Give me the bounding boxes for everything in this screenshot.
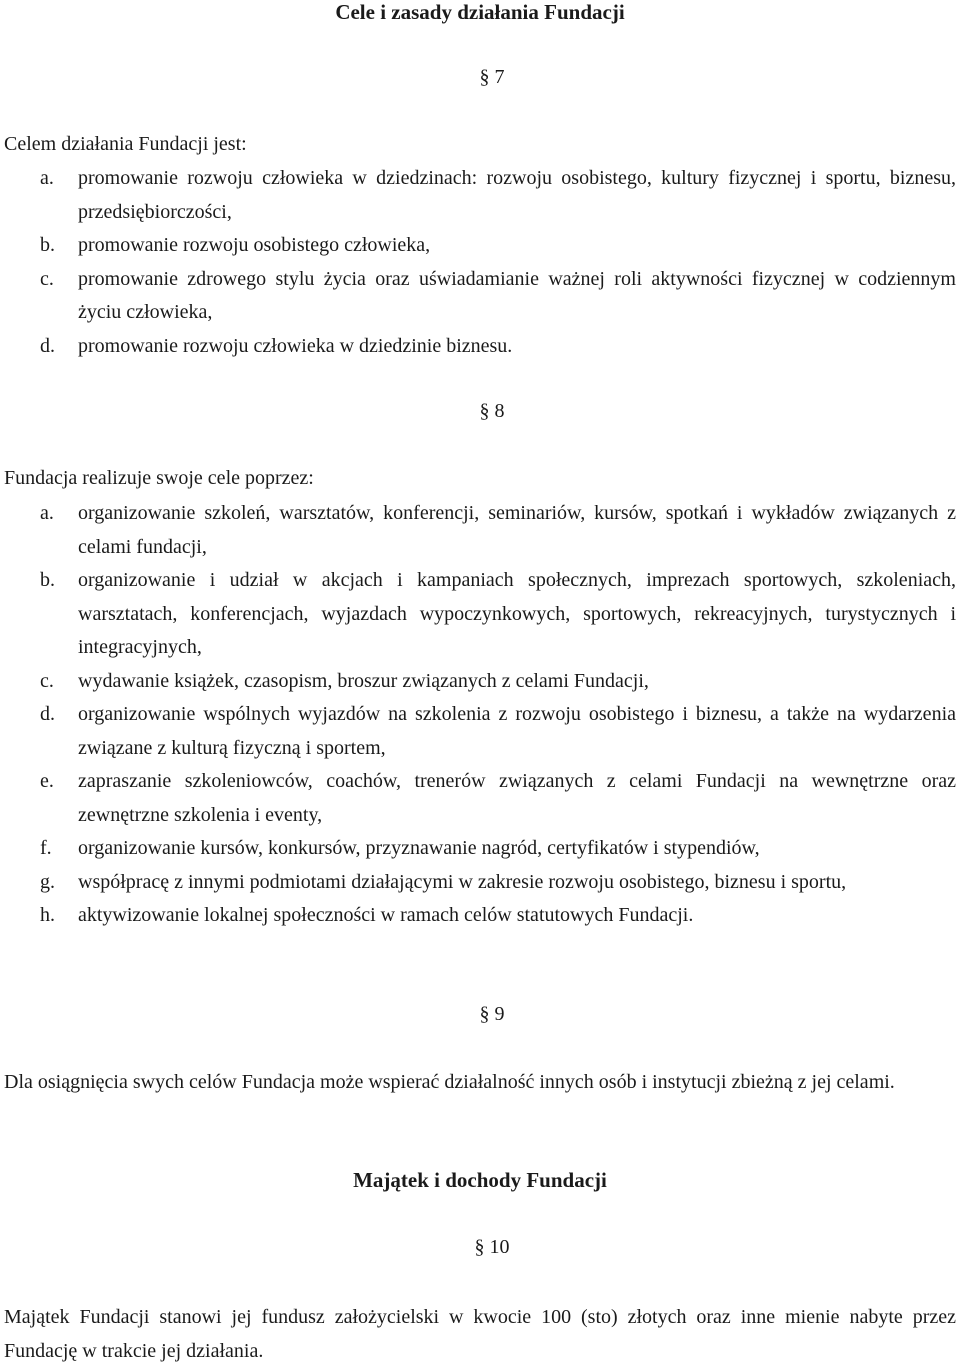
paragraph-number-7: § 7 [479, 66, 505, 88]
section-7-list [4, 162, 956, 363]
paragraph-number-8: § 8 [479, 400, 505, 422]
paragraph-number-9: § 9 [479, 1003, 505, 1025]
list-item: b. organizowanie i udział w akcjach i kampaniach społecznych, imprezach sportowych, szkoleniach, warsztatach, konferencjach, wyjazdach wypoczynkowych, sportowych, rekreacyjnych, turystycznych i integracyjnych, [40, 569, 956, 658]
list-item: g. współpracę z innymi podmiotami działającymi w zakresie rozwoju osobistego, biznesu i sportu, [40, 870, 847, 893]
list-item: d. promowanie rozwoju człowieka w dziedzinie biznesu. [40, 334, 513, 357]
section-heading-goals: Cele i zasady działania Fundacji [335, 0, 625, 24]
section-heading-assets: Majątek i dochody Fundacji [353, 1168, 607, 1192]
list-item: f. organizowanie kursów, konkursów, przyznawanie nagród, certyfikatów i stypendiów, [40, 837, 760, 859]
section-8-list [4, 497, 956, 933]
list-item: c. wydawanie książek, czasopism, broszur związanych z celami Fundacji, [40, 669, 649, 692]
paragraph-number-10: § 10 [474, 1236, 510, 1258]
section-7-intro: Celem działania Fundacji jest: [4, 133, 247, 155]
list-item: b. promowanie rozwoju osobistego człowieka, [40, 234, 431, 256]
list-item: e. zapraszanie szkoleniowców, coachów, trenerów związanych z celami Fundacji na wewnętrzne oraz zewnętrzne szkolenia i eventy, [40, 770, 956, 826]
list-item: d. organizowanie wspólnych wyjazdów na szkolenia z rozwoju osobistego i biznesu, a także na wydarzenia związane z kulturą fizyczną i sportem, [40, 703, 956, 759]
list-item: a. promowanie rozwoju człowieka w dziedzinach: rozwoju osobistego, kultury fizycznej i sportu, biznesu, przedsiębiorczości, [40, 167, 956, 223]
section-10-text: Majątek Fundacji stanowi jej fundusz założycielski w kwocie 100 (sto) złotych oraz inne mienie nabyte przez Fundację w trakcie jej działania. [4, 1306, 956, 1362]
list-item: h. aktywizowanie lokalnej społeczności w ramach celów statutowych Fundacji. [40, 904, 694, 926]
section-8-intro: Fundacja realizuje swoje cele poprzez: [4, 467, 314, 489]
section-9-text: Dla osiągnięcia swych celów Fundacja może wspierać działalność innych osób i instytucji zbieżną z jej celami. [4, 1071, 895, 1093]
list-item: c. promowanie zdrowego stylu życia oraz uświadamianie ważnej roli aktywności fizycznej w codziennym życiu człowieka, [40, 267, 956, 323]
list-item: a. organizowanie szkoleń, warsztatów, konferencji, seminariów, kursów, spotkań i wykładów związanych z celami fundacji, [40, 502, 956, 558]
